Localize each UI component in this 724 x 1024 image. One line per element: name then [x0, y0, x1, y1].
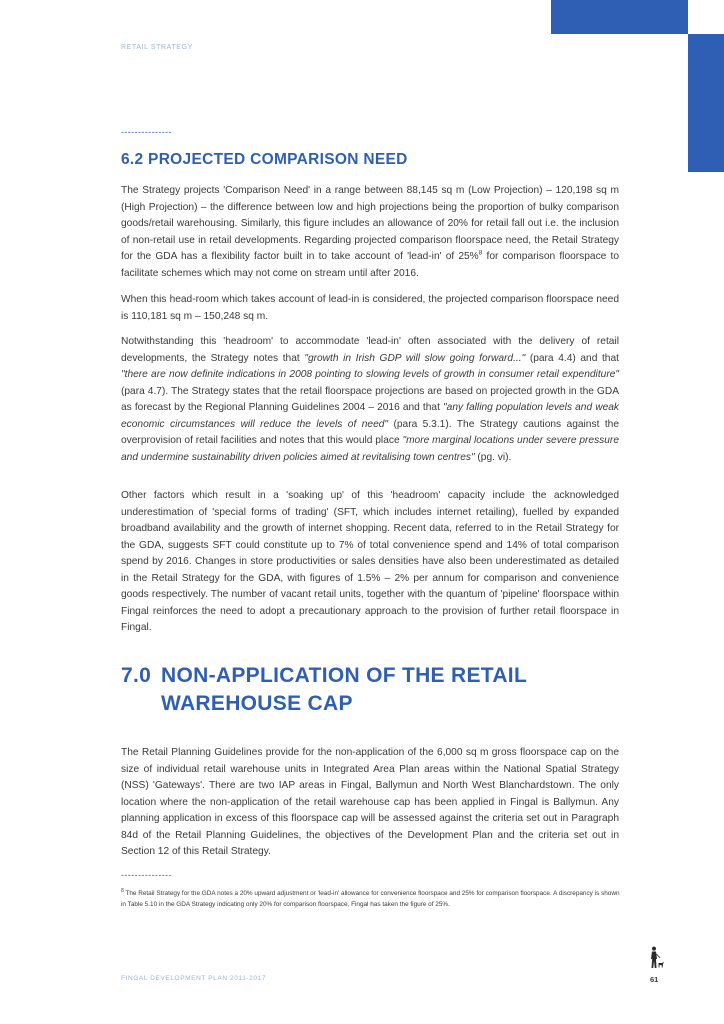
text-run: Other factors which result in a 'soaking up' of this 'headroom' capacity include the acknowledged underestimation of 'special forms of trading' (SFT, which includes internet retailing), fuelled by expanded broadband availability and the growth of internet shopping. Recent data, referred to in the Retail Strategy for the GDA, suggests SFT could constitute up to 7% of total convenience spend and 14% of total comparison spend by 2016. Changes in store productivities or sales densities have also been underestimated as detailed in the Retail Strategy for the GDA, with figures of 1.5% – 2% per annum for comparison and convenience goods respectively. The number of vacant retail units, together with the quantum of 'pipeline' floorspace within Fingal reinforces the need to adopt a precautionary approach to the provision of further retail floorspace in Fingal.	[121, 490, 619, 633]
chapter-heading	[121, 662, 527, 718]
text-run: for comparison floorspace to facilitate schemes which may not come on stream until after 2016.	[121, 251, 619, 279]
running-header: RETAIL STRATEGY	[121, 44, 193, 51]
chapter-title-line2: WAREHOUSE CAP	[161, 692, 353, 715]
text-run: (para 5.3.1). The Strategy cautions against the overprovision of retail facilities and notes that this would place	[121, 418, 619, 446]
text-run: (para 4.4) and that	[525, 352, 619, 364]
body-paragraph	[121, 745, 619, 861]
text-run: The Retail Strategy for the GDA notes a 20% upward adjustment or 'lead-in' allowance for convenience floorspace and 25% for comparison floorspace. A discrepancy is shown in Table 5.10 in the GDA Strategy indicating only 20% for comparison floorspace, Fingal has taken the figure of 25%.	[121, 890, 620, 908]
footnote-divider: ---------------	[121, 870, 172, 880]
dog-walker-icon	[648, 946, 664, 970]
chapter-number: 7.0	[121, 664, 152, 687]
running-footer: FINGAL DEVELOPMENT PLAN 2011-2017	[121, 975, 267, 982]
body-paragraph	[121, 488, 619, 637]
quoted-text: "growth in Irish GDP will slow going forward..."	[304, 352, 526, 364]
quoted-text: "more marginal locations under severe pressure and undermine sustainability driven policies aimed at revitalising town centres"	[121, 435, 619, 463]
text-run: The Retail Planning Guidelines provide for the non-application of the 6,000 sq m gross floorspace cap on the size of individual retail warehouse units in Integrated Area Plan areas within the National Spatial Strategy (NSS) 'Gateways'. There are two IAP areas in Fingal, Ballymun and North West Blanchardstown. The only location where the non-application of the retail warehouse cap has been applied in Fingal is Ballymun. Any planning application in excess of this floorspace cap will be assessed against the criteria set out in Paragraph 84d of the Retail Planning Guidelines, the objectives of the Development Plan and the criteria set out in Section 12 of this Retail Strategy.	[121, 747, 619, 857]
text-run: (pg. vi).	[474, 451, 512, 463]
text-run: (para 4.7). The Strategy states that the retail floorspace projections are based on projected growth in the GDA as forecast by the Regional Planning Guidelines 2004 – 2016 and that	[121, 385, 619, 413]
body-paragraph	[121, 334, 619, 466]
footnote	[121, 889, 621, 910]
body-paragraph	[121, 183, 619, 282]
section-divider: ---------------	[121, 127, 172, 137]
quoted-text: "there are now definite indications in 2008 pointing to slowing levels of growth in consumer retail expenditure"	[121, 369, 619, 380]
text-run: Notwithstanding this 'headroom' to accommodate 'lead-in' often associated with the delivery of retail developments, the Strategy notes that	[121, 336, 619, 364]
chapter-title-line1: NON-APPLICATION OF THE RETAIL	[161, 664, 528, 687]
text-run: When this head-room which takes account of lead-in is considered, the projected comparison floorspace need is 110,181 sq m – 150,248 sq m.	[121, 294, 619, 322]
quoted-text: "any falling population levels and weak economic circumstances will reduce the levels of need"	[121, 402, 620, 430]
footnote-marker: 8	[121, 887, 124, 894]
text-run: The Strategy projects 'Comparison Need' in a range between 88,145 sq m (Low Projection) – 120,198 sq m (High Projection) – the difference between low and high projections being the proportion of bulky comparison goods/retail warehousing. Similarly, this figure includes an allowance of 20% for retail fall out i.e. the inclusion of non-retail use in retail developments. Regarding projected comparison floorspace need, the Retail Strategy for the GDA has a flexibility factor built in to take account of 'lead-in' of 25%	[121, 185, 619, 262]
body-paragraph	[121, 292, 619, 325]
page-number: 61	[650, 975, 659, 984]
footnote-marker: 8	[478, 249, 483, 257]
section-heading: 6.2 PROJECTED COMPARISON NEED	[121, 151, 408, 168]
corner-tab	[551, 0, 688, 34]
edge-tab	[688, 34, 724, 172]
